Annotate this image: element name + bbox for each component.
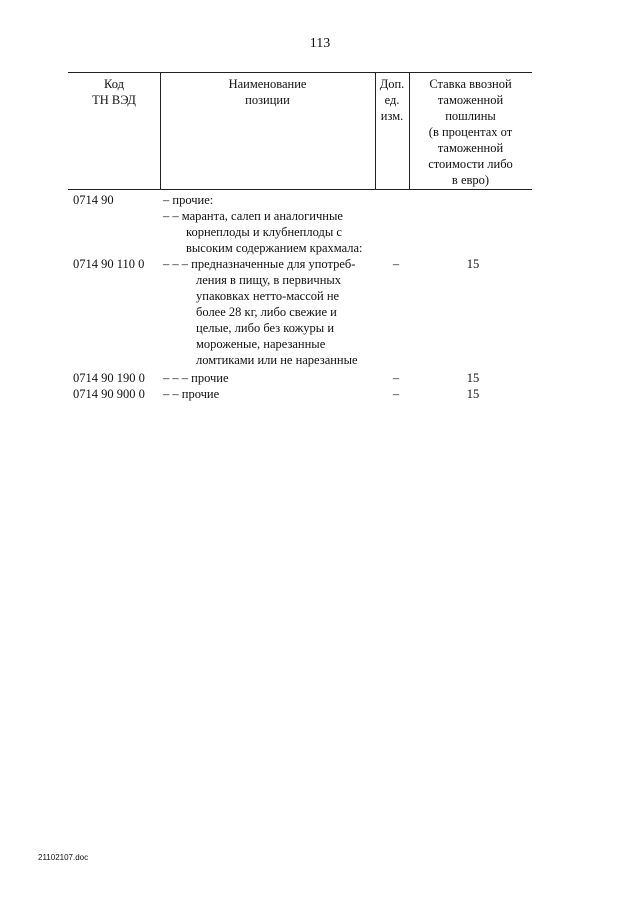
- row-unit: –: [392, 257, 400, 271]
- header-name: [160, 76, 375, 108]
- header-line: Наименование: [228, 77, 307, 91]
- header-line: ед.: [384, 93, 400, 107]
- table-top-rule: [68, 72, 532, 73]
- row-name: [163, 256, 358, 368]
- header-line: таможенной: [437, 93, 504, 107]
- name-line: – – маранта, салеп и аналогичные: [163, 209, 343, 223]
- header-line: таможенной: [437, 141, 504, 155]
- name-line: упаковках нетто-массой не: [196, 289, 340, 303]
- row-unit: –: [392, 387, 400, 401]
- header-line: позиции: [245, 93, 290, 107]
- name-line: целые, либо без кожуры и: [196, 321, 335, 335]
- name-line: – прочие:: [163, 193, 214, 207]
- name-line: – – – прочие: [163, 371, 229, 385]
- name-line: более 28 кг, либо свежие и: [196, 305, 337, 319]
- header-line: ТН ВЭД: [92, 93, 136, 107]
- header-line: Доп.: [379, 77, 405, 91]
- name-line: ломтиками или не нарезанные: [196, 353, 358, 367]
- name-line: высоким содержанием крахмала:: [186, 241, 363, 255]
- name-line: – – – предназначенные для употреб-: [163, 257, 356, 271]
- row-code: 0714 90 110 0: [73, 257, 145, 271]
- row-rate: 15: [466, 387, 480, 401]
- row-rate: 15: [466, 257, 480, 271]
- row-code: 0714 90: [73, 193, 114, 207]
- header-line: пошлины: [445, 109, 496, 123]
- row-name: [163, 192, 213, 208]
- row-rate: 15: [466, 371, 480, 385]
- header-unit: [375, 76, 409, 124]
- header-line: Код: [104, 77, 124, 91]
- name-line: корнеплоды и клубнеплоды с: [186, 225, 342, 239]
- table-header-rule: [68, 189, 532, 190]
- page-number: 113: [309, 36, 331, 51]
- name-line: – – прочие: [163, 387, 220, 401]
- row-name: [163, 208, 363, 256]
- name-line: мороженые, нарезанные: [196, 337, 326, 351]
- header-line: Ставка ввозной: [429, 77, 512, 91]
- header-line: изм.: [380, 109, 404, 123]
- row-code: 0714 90 190 0: [73, 371, 145, 385]
- header-line: в евро): [451, 173, 490, 187]
- row-code: 0714 90 900 0: [73, 387, 145, 401]
- footer-filename: 21102107.doc: [38, 853, 89, 862]
- header-code: [68, 76, 160, 108]
- name-line: ления в пищу, в первичных: [196, 273, 342, 287]
- row-name: [163, 370, 229, 386]
- header-line: (в процентах от: [428, 125, 513, 139]
- header-rate: [409, 76, 532, 188]
- header-line: стоимости либо: [428, 157, 513, 171]
- row-unit: –: [392, 371, 400, 385]
- row-name: [163, 386, 219, 402]
